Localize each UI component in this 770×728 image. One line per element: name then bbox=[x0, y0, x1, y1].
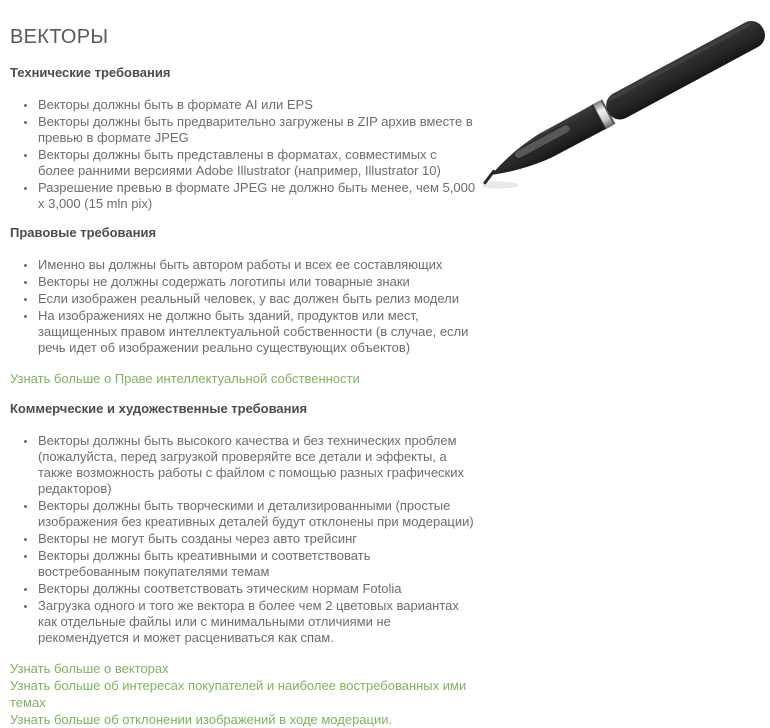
list-item: • Векторы не должны содержать логотипы или товарные знаки bbox=[37, 274, 476, 290]
list-item: • Именно вы должны быть автором работы и всех ее составляющих bbox=[37, 257, 476, 273]
section-commercial-requirements bbox=[10, 402, 476, 728]
link-buyer-interests[interactable]: Узнать больше об интересах покупателей и наиболее востребованных ими темах bbox=[10, 678, 467, 710]
stylus-pen-image bbox=[483, 5, 770, 195]
more-info-links bbox=[10, 660, 476, 728]
link-about-vectors[interactable]: Узнать больше о векторах bbox=[10, 661, 169, 676]
vectors-requirements-page bbox=[10, 0, 476, 728]
list-item: • Векторы должны быть креативными и соответствовать востребованным покупателями темам bbox=[37, 548, 476, 580]
list-item: • Если изображен реальный человек, у вас должен быть релиз модели bbox=[37, 291, 476, 307]
list-item: • Векторы должны быть творческими и детализированными (простые изображения без креативных деталей будут отклонены при модерации) bbox=[37, 498, 476, 530]
section-legal-requirements bbox=[10, 226, 476, 387]
technical-requirements-heading: Технические требования bbox=[10, 65, 171, 80]
list-item: • Векторы должны быть высокого качества и без технических проблем (пожалуйста, перед загрузкой проверяйте все детали и эффекты, а также возможность работы с файлом с помощью разных графических редакторов) bbox=[37, 433, 476, 497]
list-item: • Разрешение превью в формате JPEG не должно быть менее, чем 5,000 x 3,000 (15 mln pix) bbox=[37, 180, 476, 212]
section-technical-requirements bbox=[10, 66, 476, 212]
legal-requirements-heading: Правовые требования bbox=[10, 225, 157, 240]
page-title: ВЕКТОРЫ bbox=[10, 26, 109, 48]
technical-requirements-list bbox=[10, 97, 476, 212]
link-intellectual-property[interactable]: Узнать больше о Праве интеллектуальной собственности bbox=[10, 371, 360, 386]
commercial-requirements-list bbox=[10, 433, 476, 646]
list-item: • Загрузка одного и того же вектора в более чем 2 цветовых вариантах как отдельные файлы или с минимальными отличиями не рекомендуется и может расцениваться как спам. bbox=[37, 598, 476, 646]
list-item: • Векторы должны быть представлены в форматах, совместимых с более ранними версиями Adobe Illustrator (например, Illustrator 10) bbox=[37, 147, 476, 179]
list-item: • Векторы не могут быть созданы через авто трейсинг bbox=[37, 531, 476, 547]
link-moderation-rejection[interactable]: Узнать больше об отклонении изображений в ходе модерации. bbox=[10, 712, 393, 727]
list-item: • Векторы должны быть в формате AI или EPS bbox=[37, 97, 476, 113]
commercial-requirements-heading: Коммерческие и художественные требования bbox=[10, 401, 308, 416]
list-item: • На изображениях не должно быть зданий, продуктов или мест, защищенных правом интеллектуальной собственности (в случае, если речь идет об изображении реально существующих объектов) bbox=[37, 308, 476, 356]
legal-requirements-list bbox=[10, 257, 476, 356]
list-item: • Векторы должны быть предварительно загружены в ZIP архив вместе в превью в формате JPEG bbox=[37, 114, 476, 146]
list-item: • Векторы должны соответствовать этическим нормам Fotolia bbox=[37, 581, 476, 597]
